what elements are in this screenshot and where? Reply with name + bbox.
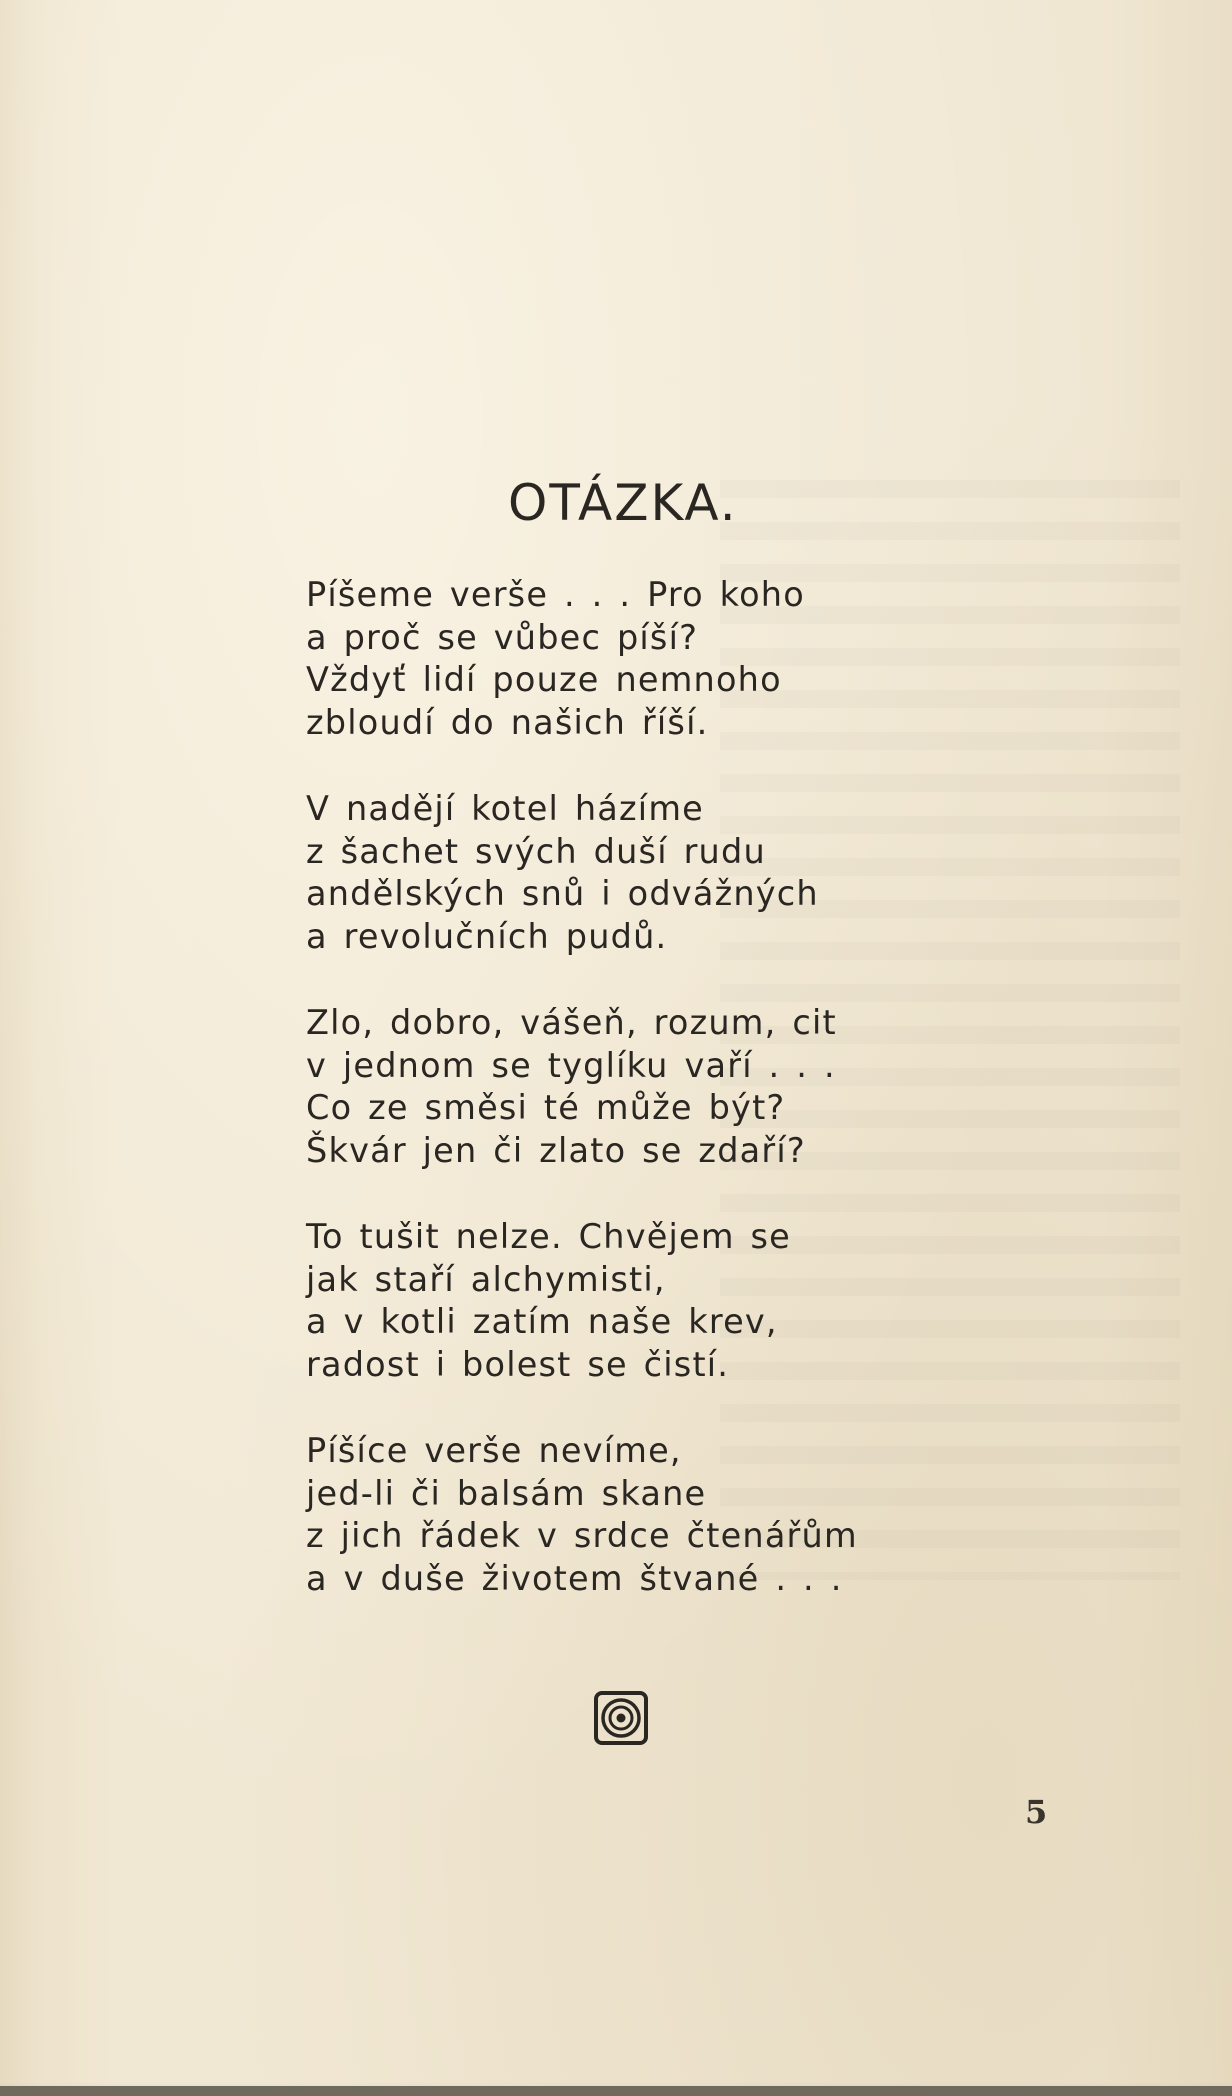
stanza-3: [306, 1002, 1026, 1172]
poem-line: zbloudí do našich říší.: [306, 702, 709, 742]
poem-line: a v duše životem štvané . . .: [306, 1558, 843, 1598]
poem-body: [306, 574, 1026, 1644]
poem-line: Co ze směsi té může být?: [306, 1088, 786, 1127]
poem-line: z šachet svých duší rudu: [306, 831, 766, 871]
poem-line: a revolučních pudů.: [306, 916, 668, 956]
poem-line: Vždyť lidí pouze nemnoho: [306, 660, 782, 699]
poem-line: V nadějí kotel házíme: [306, 789, 704, 828]
stanza-1: [306, 574, 1026, 744]
stanza-2: [306, 788, 1026, 958]
concentric-square-ornament-icon: [594, 1691, 648, 1745]
poem-line: jed-li či balsám skane: [306, 1473, 707, 1513]
page-bottom-edge: [0, 2086, 1232, 2096]
poem-line: Zlo, dobro, vášeň, rozum, cit: [306, 1003, 837, 1042]
poem-line: jak staří alchymisti,: [306, 1259, 666, 1299]
poem-line: andělských snů i odvážných: [306, 874, 819, 913]
stanza-4: [306, 1216, 1026, 1386]
poem-line: Škvár jen či zlato se zdaří?: [306, 1130, 806, 1170]
poem-line: a proč se vůbec píší?: [306, 617, 699, 657]
poem-line: a v kotli zatím naše krev,: [306, 1302, 778, 1341]
stanza-5: [306, 1430, 1026, 1600]
poem-line: To tušit nelze. Chvějem se: [306, 1217, 791, 1256]
poem-line: Píšeme verše . . . Pro koho: [306, 575, 805, 614]
poem-line: radost i bolest se čistí.: [306, 1344, 730, 1384]
poem-line: Píšíce verše nevíme,: [306, 1431, 682, 1470]
page-number: 5: [1025, 1793, 1048, 1831]
poem-line: z jich řádek v srdce čtenářům: [306, 1516, 858, 1555]
poem-line: v jednom se tyglíku vaří . . .: [306, 1045, 836, 1085]
poem-title: OTÁZKA.: [508, 474, 738, 532]
